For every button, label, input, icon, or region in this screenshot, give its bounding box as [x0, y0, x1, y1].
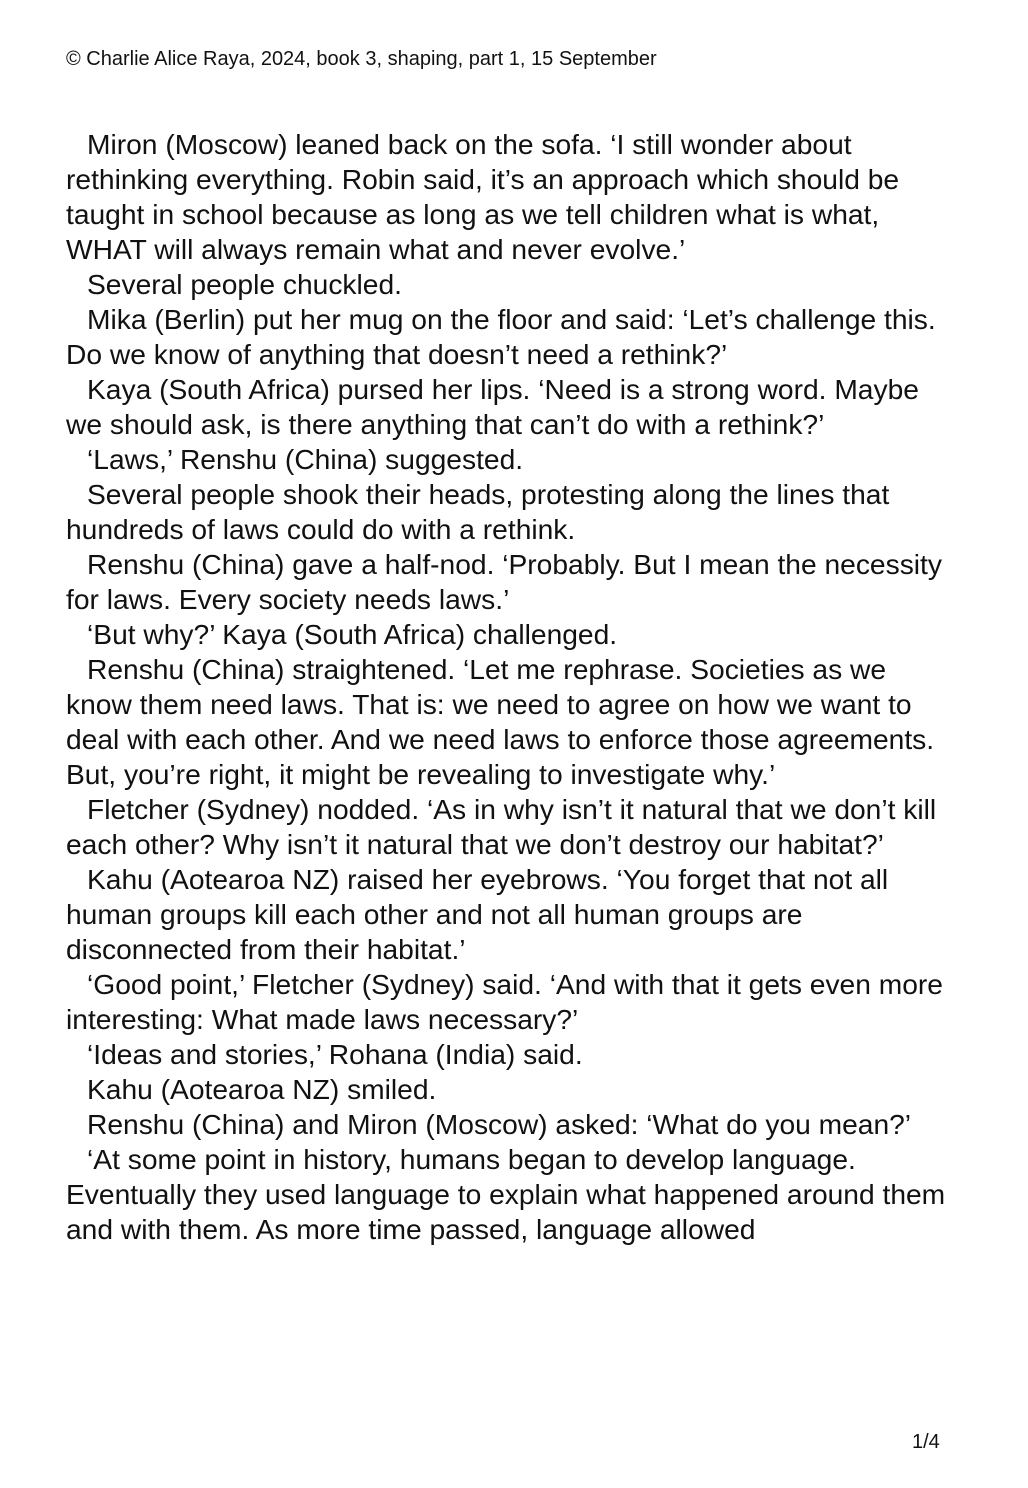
paragraph: ‘Ideas and stories,’ Rohana (India) said. — [87, 1038, 583, 1070]
paragraph: Fletcher (Sydney) nodded. ‘As in why isn’t it natural that we don’t kill each other? Why isn’t it natural that we don’t destroy our habitat?’ — [66, 793, 937, 860]
paragraph: Kahu (Aotearoa NZ) raised her eyebrows. ‘You forget that not all human groups kill each other and not all human groups are disconnected from their habitat.’ — [66, 863, 889, 965]
paragraph: Kahu (Aotearoa NZ) smiled. — [87, 1073, 437, 1105]
paragraph: Renshu (China) and Miron (Moscow) asked: ‘What do you mean?’ — [87, 1108, 912, 1140]
paragraph: ‘But why?’ Kaya (South Africa) challenged. — [87, 618, 618, 650]
body-text — [66, 127, 956, 1247]
paragraph: ‘Laws,’ Renshu (China) suggested. — [87, 443, 524, 475]
paragraph: Miron (Moscow) leaned back on the sofa. ‘I still wonder about rethinking everything. Robin said, it’s an approach which should be taught in school because as long as we tell children what is what, WHAT will always remain what and never evolve.’ — [66, 128, 900, 265]
paragraph: Several people chuckled. — [87, 268, 402, 300]
page-number: 1/4 — [912, 1431, 940, 1453]
paragraph: Kaya (South Africa) pursed her lips. ‘Need is a strong word. Maybe we should ask, is there anything that can’t do with a rethink?’ — [66, 373, 919, 440]
paragraph: Mika (Berlin) put her mug on the floor and said: ‘Let’s challenge this. Do we know of anything that doesn’t need a rethink?’ — [66, 303, 936, 370]
copyright-header: © Charlie Alice Raya, 2024, book 3, shaping, part 1, 15 September — [66, 48, 657, 70]
paragraph: Renshu (China) gave a half-nod. ‘Probably. But I mean the necessity for laws. Every society needs laws.’ — [66, 548, 942, 615]
paragraph: ‘At some point in history, humans began to develop language. Eventually they used language to explain what happened around them and with them. As more time passed, language allowed — [66, 1143, 946, 1245]
paragraph: Several people shook their heads, protesting along the lines that hundreds of laws could do with a rethink. — [66, 478, 890, 545]
paragraph: ‘Good point,’ Fletcher (Sydney) said. ‘And with that it gets even more interesting: What made laws necessary?’ — [66, 968, 943, 1035]
paragraph: Renshu (China) straightened. ‘Let me rephrase. Societies as we know them need laws. That is: we need to agree on how we want to deal with each other. And we need laws to enforce those agreements. But, you’re right, it might be revealing to investigate why.’ — [66, 653, 935, 790]
